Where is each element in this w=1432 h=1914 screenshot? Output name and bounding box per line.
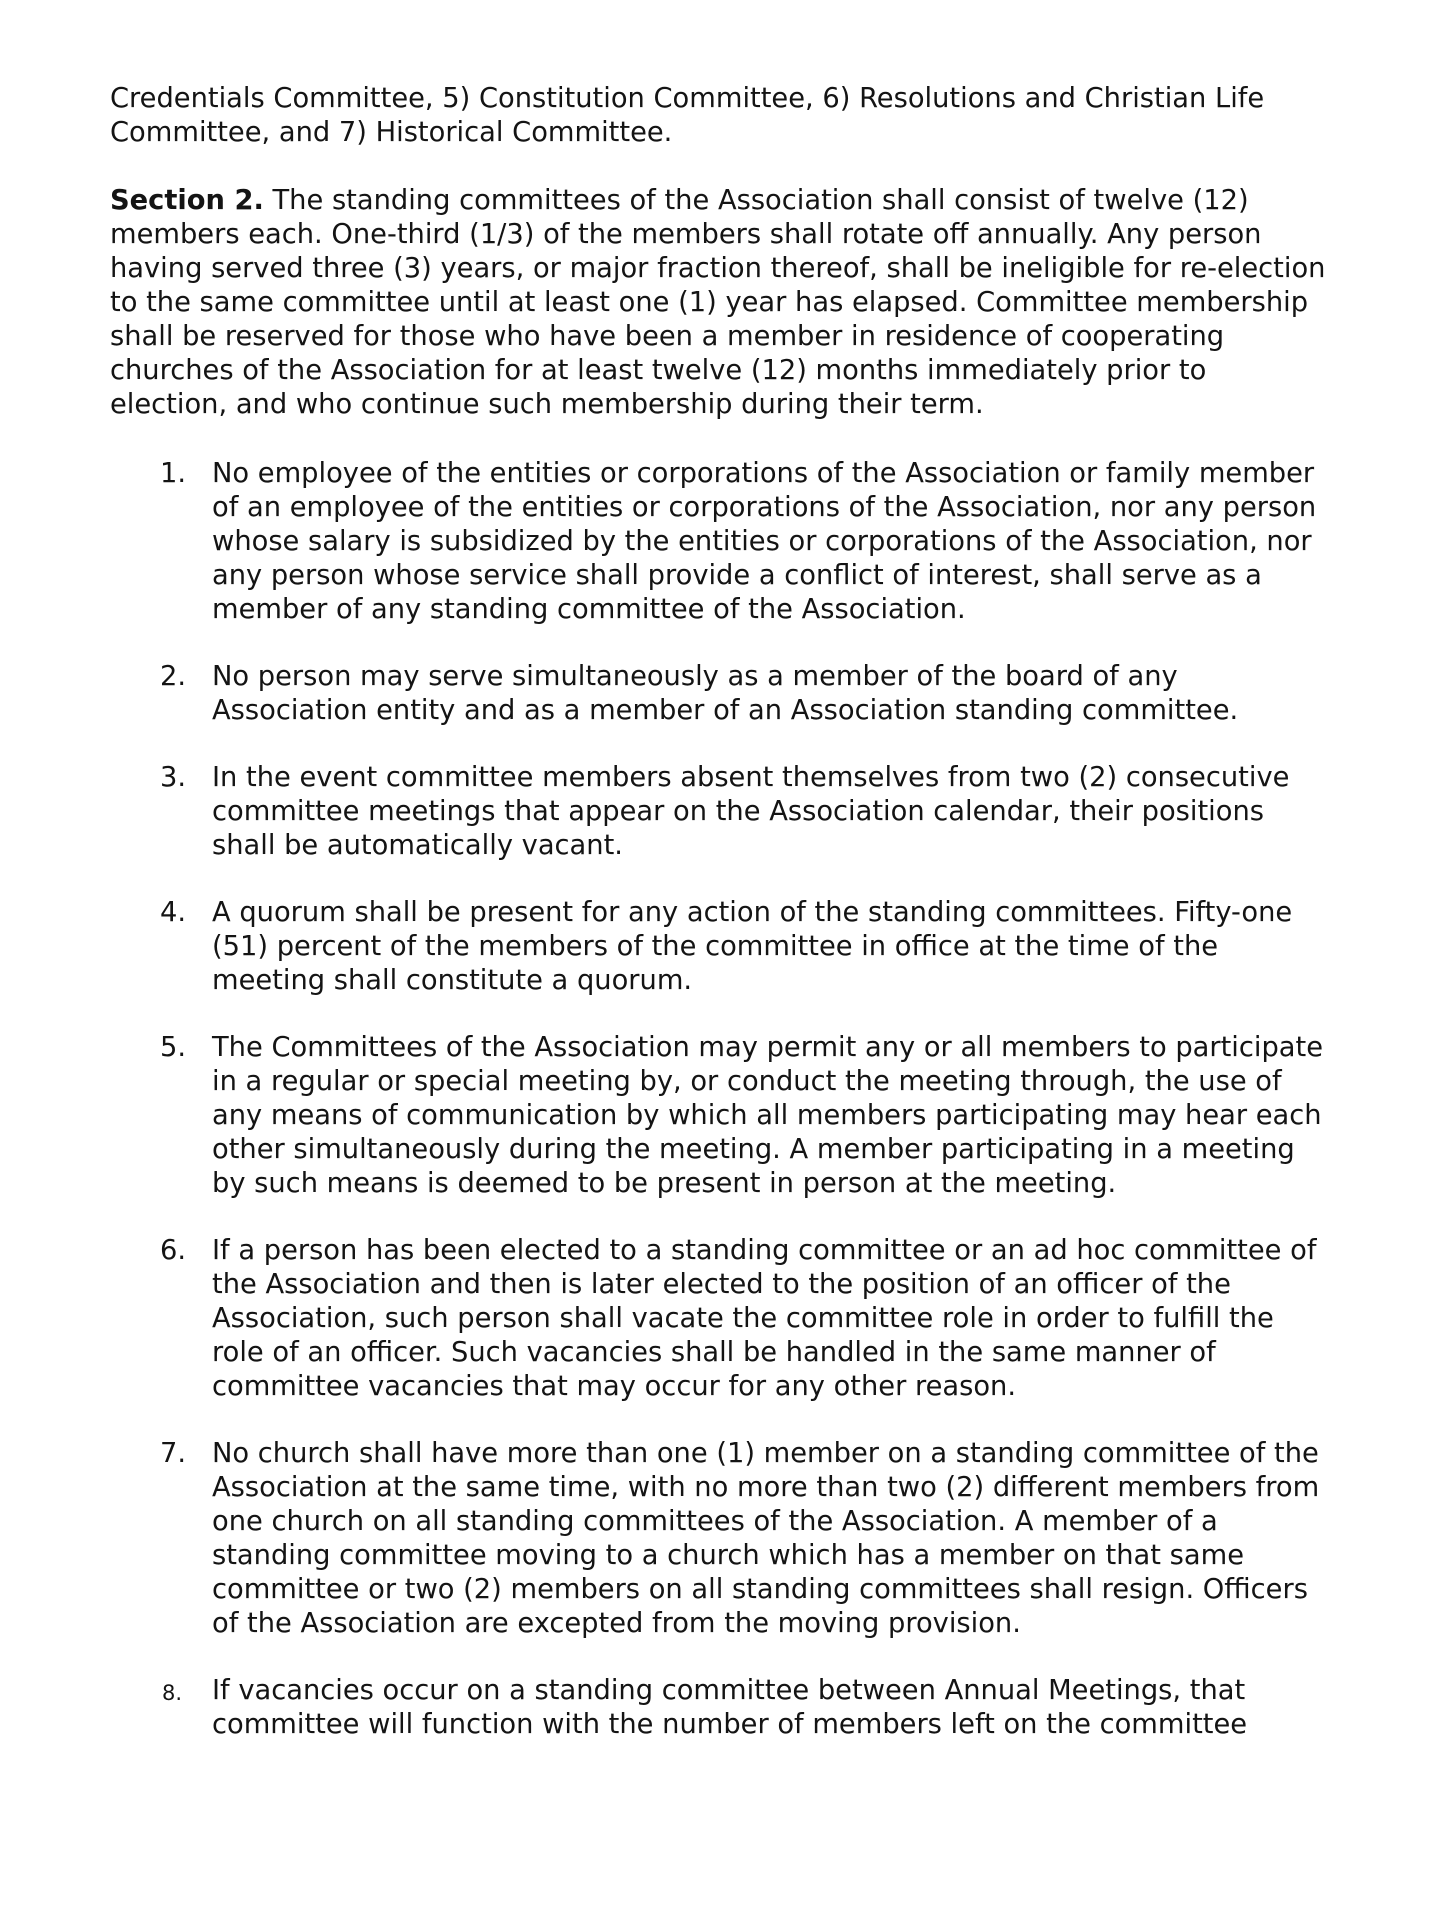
list-item-text: A quorum shall be present for any action of the standing committees. Fifty-one (51) percent of the members of the committee in office at the time of the meeting shall constitute a quorum. [212, 897, 1293, 996]
list-item [110, 1234, 1332, 1404]
list-item [110, 660, 1332, 728]
numbered-list [110, 457, 1332, 1742]
list-item [110, 1437, 1332, 1641]
list-item [110, 1674, 1332, 1742]
list-item-text: No employee of the entities or corporations of the Association or family member of an employee of the entities or corporations of the Association, nor any person whose salary is subsidized by the entities or corporations of the Association, nor any person whose service shall provide a conflict of interest, shall serve as a member of any standing committee of the Association. [212, 458, 1317, 625]
list-item-number: 2. [160, 661, 187, 692]
list-item-number: 8. [162, 1681, 183, 1705]
section-text: The standing committees of the Association shall consist of twelve (12) members each. One-third (1/3) of the members shall rotate off annually. Any person having served three (3) years, or major fraction thereof, shall be ineligible for re-election to the same committee until at least one (1) year has elapsed. Committee membership shall be reserved for those who have been a member in residence of cooperating churches of the Association for at least twelve (12) months immediately prior to election, and who continue such membership during their term. [110, 185, 1326, 420]
intro-paragraph: Credentials Committee, 5) Constitution Committee, 6) Resolutions and Christian Life Committee, and 7) Historical Committee. [110, 83, 1265, 148]
list-item-number: 1. [160, 458, 187, 489]
list-item [110, 457, 1332, 627]
list-item [110, 896, 1332, 998]
list-item-text: If a person has been elected to a standing committee or an ad hoc committee of the Association and then is later elected to the position of an officer of the Association, such person shall vacate the committee role in order to fulfill the role of an officer. Such vacancies shall be handled in the same manner of committee vacancies that may occur for any other reason. [212, 1235, 1317, 1402]
list-item [110, 761, 1332, 863]
list-item-number: 5. [160, 1032, 187, 1063]
section-2-paragraph [110, 184, 1332, 422]
list-item-number: 6. [160, 1235, 187, 1266]
list-item-text: No church shall have more than one (1) member on a standing committee of the Association at the same time, with no more than two (2) different members from one church on all standing committees of the Association. A member of a standing committee moving to a church which has a member on that same committee or two (2) members on all standing committees shall resign. Officers of the Association are excepted from the moving provision. [212, 1438, 1320, 1639]
list-item [110, 1031, 1332, 1201]
document-page [110, 82, 1332, 1775]
list-item-text: If vacancies occur on a standing committee between Annual Meetings, that committee will function with the number of members left on the committee [212, 1675, 1248, 1740]
list-item-number: 4. [160, 897, 187, 928]
list-item-number: 3. [160, 762, 187, 793]
list-item-text: In the event committee members absent themselves from two (2) consecutive committee meetings that appear on the Association calendar, their positions shall be automatically vacant. [212, 762, 1290, 861]
list-item-number: 7. [160, 1438, 187, 1469]
list-item-text: The Committees of the Association may permit any or all members to participate in a regular or special meeting by, or conduct the meeting through, the use of any means of communication by which all members participating may hear each other simultaneously during the meeting. A member participating in a meeting by such means is deemed to be present in person at the meeting. [212, 1032, 1324, 1199]
list-item-text: No person may serve simultaneously as a member of the board of any Association entity and as a member of an Association standing committee. [212, 661, 1239, 726]
section-label: Section 2. [110, 185, 264, 216]
